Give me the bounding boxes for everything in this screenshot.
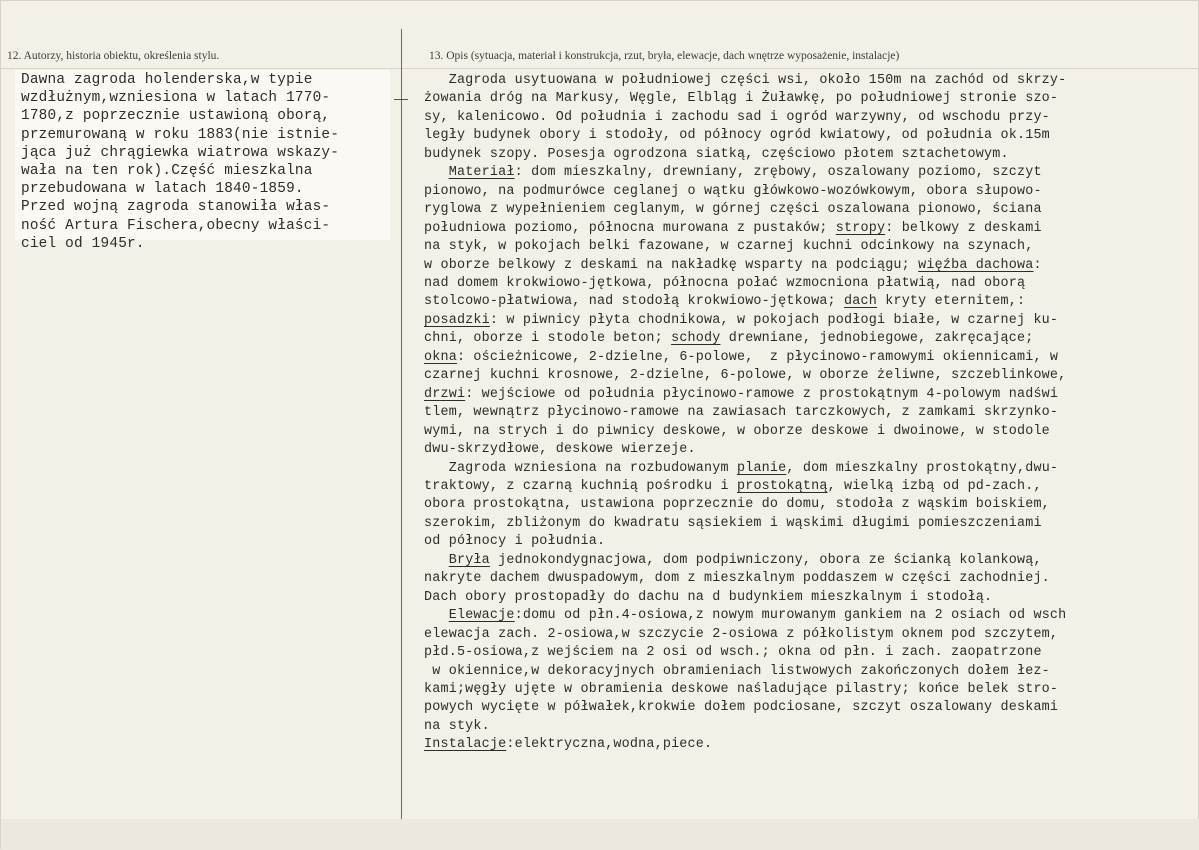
text-line: legły budynek obory i stodoły, od północy ogród kwiatowy, od południa ok.15m: [424, 128, 1050, 144]
text-line: tlem, wewnątrz płycinowo-ramowe na zawiasach tarczkowych, z zamkami skrzynko-: [424, 405, 1059, 421]
text-line: wymi, na strych i do piwnicy deskowe, w oborze deskowe i dwoinowe, w stodole: [424, 423, 1050, 439]
text-segment: traktowy, z czarną kuchnią pośrodku i: [424, 478, 737, 494]
text-segment: drewniane, jednobiegowe, zakręcające;: [720, 331, 1034, 347]
text-line: pionowo, na podmurówce ceglanej o wątku główkowo-wozówkowym, obora słupowo-: [424, 183, 1042, 199]
underlined-word: prostokątną: [736, 478, 828, 494]
text-segment: stolcowo-płatwiowa, nad stodołą krokwiowo-jętkowa;: [424, 294, 845, 310]
heading-elewacje: Elewacje: [448, 608, 515, 624]
section-12-label: 12. Autorzy, historia obiektu, określenia stylu.: [7, 50, 220, 62]
text-line: żowania dróg na Markusy, Węgle, Elbląg i Żuławkę, po południowej stronie szo-: [424, 91, 1059, 107]
text-segment: [424, 608, 449, 623]
text-segment: , wielką izbą od pd-zach.,: [827, 478, 1042, 494]
heading-dach: dach: [844, 294, 877, 310]
text-segment: [424, 165, 449, 180]
heading-stropy: stropy: [835, 220, 886, 236]
heading-schody: schody: [671, 331, 721, 347]
heading-okna: okna: [424, 349, 457, 365]
text-line: w okiennice,w dekoracyjnych obramieniach listwowych zakończonych dołem łez-: [424, 663, 1050, 679]
text-line: nad domem krokwiowo-jętkowa, północna połać wzmocniona płatwią, nad oborą: [424, 275, 1026, 291]
text-segment: : belkowy z deskami: [885, 220, 1042, 236]
text-segment: :: [1033, 257, 1042, 273]
text-line: sy, kalenicowo. Od południa i zachodu sad i ogród warzywny, od wschodu przy-: [424, 109, 1050, 125]
heading-material: Materiał: [448, 165, 515, 181]
text-segment: , dom mieszkalny prostokątny,dwu-: [786, 460, 1059, 476]
text-segment: : w piwnicy płyta chodnikowa, w pokojach podłogi białe, w czarnej ku-: [489, 312, 1059, 328]
heading-bryla: Bryła: [448, 552, 490, 568]
text-segment: :elektryczna,wodna,piece.: [506, 737, 713, 753]
heading-instalacje: Instalacje: [424, 737, 507, 753]
text-line: powych wycięte w półwałek,krokwie dołem podciosane, szczyt oszalowany deskami: [424, 700, 1059, 716]
heading-posadzki: posadzki: [424, 312, 490, 328]
history-text: [21, 71, 339, 253]
text-segment: chni, oborze i stodole beton;: [424, 331, 672, 347]
text-line: na styk, w pokojach belki fazowane, w czarnej kuchni odcinkowy na szynach,: [424, 239, 1034, 255]
text-line: nakryte dachem dwuspadowym, dom z mieszkalnym poddaszem w części zachodniej.: [424, 571, 1050, 587]
text-line: ryglowa z wypełnieniem ceglanym, w górnej części oszalowana pionowo, ściana: [424, 202, 1042, 218]
text-segment: : wejściowe od południa płycinowo-ramowe z prostokątnym 4-polowym nadświ: [465, 386, 1059, 402]
text-line: jąca już chrągiewka wiatrowa wskazy-: [21, 144, 340, 161]
text-line: na styk.: [424, 718, 490, 734]
heading-plan: planie: [736, 460, 787, 476]
text-line: Zagroda usytuowana w południowej części wsi, około 150m na zachód od skrzy-: [424, 73, 1067, 88]
text-line: ciel od 1945r.: [21, 235, 145, 252]
header-divider: [1, 68, 1199, 69]
text-line: Dach obory prostopadły do dachu na d budynkiem mieszkalnym i stodołą.: [424, 589, 993, 605]
text-line: elewacja zach. 2-osiowa,w szczycie 2-osiowa z półkolistym oknem pod szczytem,: [424, 626, 1059, 642]
text-segment: : dom mieszkalny, drewniany, zrębowy, oszalowany poziomo, szczyt: [514, 165, 1042, 181]
text-segment: Zagroda wzniesiona na rozbudowanym: [424, 460, 737, 476]
text-line: kami;węgły ujęte w obramienia deskowe naśladujące pilastry; końce belek stro-: [424, 681, 1059, 697]
text-line: Dawna zagroda holenderska,w typie: [21, 72, 313, 88]
text-segment: :domu od płn.4-osiowa,z nowym murowanym gankiem na 2 osiach od wsch: [514, 608, 1067, 624]
column-divider: [401, 29, 402, 819]
text-segment: [424, 553, 449, 568]
text-line: Przed wojną zagroda stanowiła włas-: [21, 199, 331, 216]
text-line: obora prostokątna, ustawiona poprzecznie do domu, stodoła z wąskim boiskiem,: [424, 497, 1050, 513]
text-segment: kryty eternitem,:: [876, 294, 1026, 310]
text-line: 1780,z poprzecznie ustawioną oborą,: [21, 108, 331, 125]
text-line: czarnej kuchni krosnowe, 2-dzielne, 6-polowe, w oborze żeliwne, szczeblinkowe,: [424, 368, 1067, 384]
text-segment: w oborze belkowy z deskami na nakładkę wsparty na podciągu;: [424, 257, 919, 273]
text-line: budynek szopy. Posesja ogrodzona siatką, częściowo płotem sztachetowym.: [424, 146, 1009, 162]
divider-tick-mark: [394, 99, 408, 100]
text-line: szerokim, zbliżonym do kwadratu sąsiekiem i wąskimi długimi pomieszczeniami: [424, 515, 1042, 531]
text-line: wzdłużnym,wzniesiona w latach 1770-: [21, 90, 331, 107]
section-13-label: 13. Opis (sytuacja, materiał i konstrukcja, rzut, bryła, elewacje, dach wnętrze wyposażenie, instalacje): [429, 50, 900, 62]
card-bottom-margin: [1, 819, 1199, 850]
description-text: [424, 72, 1066, 755]
text-segment: : ościeżnicowe, 2-dzielne, 6-polowe, z płycinowo-ramowymi okiennicami, w: [456, 349, 1059, 365]
text-line: płd.5-osiowa,z wejściem na 2 osi od wsch.; okna od płn. i zach. zaopatrzone: [424, 645, 1042, 661]
text-line: ność Artura Fischera,obecny właści-: [21, 217, 331, 234]
heading-drzwi: drzwi: [424, 386, 466, 402]
text-line: przemurowaną w roku 1883(nie istnie-: [21, 126, 340, 143]
heading-wiezba: więźba dachowa: [918, 257, 1034, 273]
text-line: wała na ten rok).Część mieszkalna: [21, 163, 313, 180]
text-segment: jednokondygnacjowa, dom podpiwniczony, obora ze ścianką kolankową,: [489, 552, 1042, 568]
text-line: od północy i południa.: [424, 534, 606, 550]
text-segment: południowa poziomo, północna murowana z pustaków;: [424, 220, 836, 236]
text-line: przebudowana w latach 1840-1859.: [21, 181, 304, 198]
text-line: dwu-skrzydłowe, deskowe wierzeje.: [424, 442, 696, 458]
